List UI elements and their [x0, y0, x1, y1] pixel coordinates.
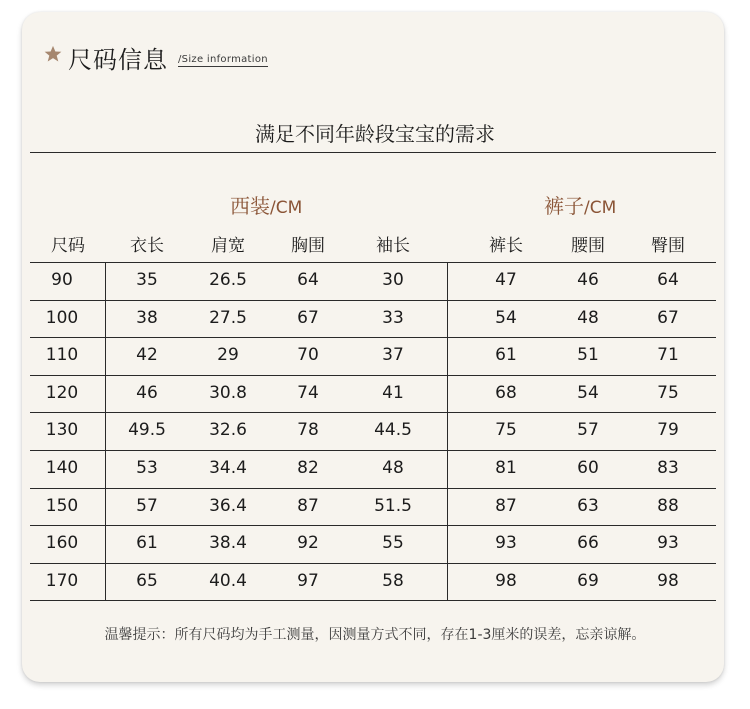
cell-shoulder: 26.5 [209, 270, 247, 290]
cell-waist: 66 [577, 533, 599, 554]
row-divider [30, 600, 716, 601]
cell-chest: 78 [297, 420, 319, 441]
pants-group-title [544, 190, 616, 219]
cell-top-length: 35 [136, 270, 158, 290]
cell-top-length: 46 [136, 382, 158, 403]
cell-sleeve: 55 [382, 533, 404, 554]
row-divider [30, 337, 716, 338]
cell-hip: 75 [657, 382, 679, 403]
row-divider [30, 525, 716, 526]
cell-chest: 70 [297, 345, 319, 366]
cell-sleeve: 44.5 [374, 420, 412, 441]
header-pants-length: 裤长 [489, 236, 523, 256]
header-sleeve: 袖长 [376, 236, 410, 256]
cell-size: 170 [45, 570, 79, 591]
header-hip: 臀围 [651, 236, 685, 256]
suit-group-name: 西装 [230, 194, 270, 218]
cell-size: 160 [45, 533, 79, 554]
cell-top-length: 38 [136, 307, 158, 328]
cell-size: 120 [45, 382, 79, 403]
section-subtitle: /Size information [178, 54, 268, 65]
cell-sleeve: 51.5 [374, 495, 412, 516]
cell-top-length: 65 [136, 570, 158, 591]
star-icon [44, 45, 62, 63]
group-column-divider [447, 262, 448, 600]
cell-size: 130 [45, 420, 79, 441]
row-divider [30, 450, 716, 451]
size-column-divider [105, 262, 106, 600]
cell-hip: 98 [657, 570, 679, 591]
cell-waist: 63 [577, 495, 599, 516]
cell-shoulder: 36.4 [209, 495, 247, 516]
cell-shoulder: 29 [217, 345, 239, 366]
cell-waist: 57 [577, 420, 599, 441]
cell-waist: 54 [577, 382, 599, 403]
cell-size: 140 [45, 458, 79, 478]
cell-shoulder: 40.4 [209, 570, 247, 591]
cell-sleeve: 33 [382, 307, 404, 328]
row-divider [30, 488, 716, 489]
cell-hip: 83 [657, 458, 679, 478]
row-divider [30, 300, 716, 301]
cell-sleeve: 41 [382, 382, 404, 403]
cell-shoulder: 34.4 [209, 458, 247, 478]
cell-chest: 64 [297, 270, 319, 290]
cell-chest: 92 [297, 533, 319, 554]
cell-pants-length: 61 [495, 345, 517, 366]
cell-sleeve: 37 [382, 345, 404, 366]
cell-sleeve: 48 [382, 458, 404, 478]
cell-chest: 87 [297, 495, 319, 516]
cell-sleeve: 30 [382, 270, 404, 290]
cell-waist: 60 [577, 458, 599, 478]
cell-pants-length: 47 [495, 270, 517, 290]
cell-waist: 69 [577, 570, 599, 591]
cell-top-length: 61 [136, 533, 158, 554]
row-divider [30, 412, 716, 413]
cell-shoulder: 30.8 [209, 382, 247, 403]
header-waist: 腰围 [571, 236, 605, 256]
cell-hip: 71 [657, 345, 679, 366]
cell-top-length: 42 [136, 345, 158, 366]
cell-pants-length: 54 [495, 307, 517, 328]
cell-pants-length: 68 [495, 382, 517, 403]
cell-waist: 46 [577, 270, 599, 290]
header-size: 尺码 [51, 236, 85, 256]
cell-pants-length: 81 [495, 458, 517, 478]
headline-divider [30, 152, 716, 153]
section-title: 尺码信息 [68, 46, 168, 74]
suit-group-unit: /CM [270, 198, 303, 218]
cell-size: 110 [45, 345, 79, 366]
headline: 满足不同年龄段宝宝的需求 [255, 122, 495, 146]
cell-size: 100 [45, 307, 79, 328]
cell-top-length: 57 [136, 495, 158, 516]
cell-top-length: 49.5 [128, 420, 166, 441]
cell-shoulder: 32.6 [209, 420, 247, 441]
suit-group-title [230, 190, 302, 219]
header-shoulder: 肩宽 [211, 236, 245, 256]
cell-size: 90 [51, 270, 73, 290]
cell-chest: 67 [297, 307, 319, 328]
cell-shoulder: 27.5 [209, 307, 247, 328]
cell-size: 150 [45, 495, 79, 516]
cell-hip: 88 [657, 495, 679, 516]
cell-hip: 64 [657, 270, 679, 290]
cell-sleeve: 58 [382, 570, 404, 591]
row-divider [30, 375, 716, 376]
cell-waist: 51 [577, 345, 599, 366]
row-divider [30, 563, 716, 564]
table-top-border [30, 262, 716, 263]
cell-chest: 74 [297, 382, 319, 403]
cell-hip: 67 [657, 307, 679, 328]
cell-hip: 93 [657, 533, 679, 554]
measurement-note: 温馨提示：所有尺码均为手工测量，因测量方式不同，存在1-3厘米的误差，忘亲谅解。 [104, 627, 646, 643]
cell-pants-length: 93 [495, 533, 517, 554]
cell-pants-length: 87 [495, 495, 517, 516]
cell-pants-length: 75 [495, 420, 517, 441]
cell-pants-length: 98 [495, 570, 517, 591]
cell-hip: 79 [657, 420, 679, 441]
cell-shoulder: 38.4 [209, 533, 247, 554]
header-top-length: 衣长 [130, 236, 164, 256]
cell-chest: 82 [297, 458, 319, 478]
cell-waist: 48 [577, 307, 599, 328]
cell-chest: 97 [297, 570, 319, 591]
pants-group-unit: /CM [584, 198, 617, 218]
header-chest: 胸围 [291, 236, 325, 256]
cell-top-length: 53 [136, 458, 158, 478]
pants-group-name: 裤子 [544, 194, 584, 218]
